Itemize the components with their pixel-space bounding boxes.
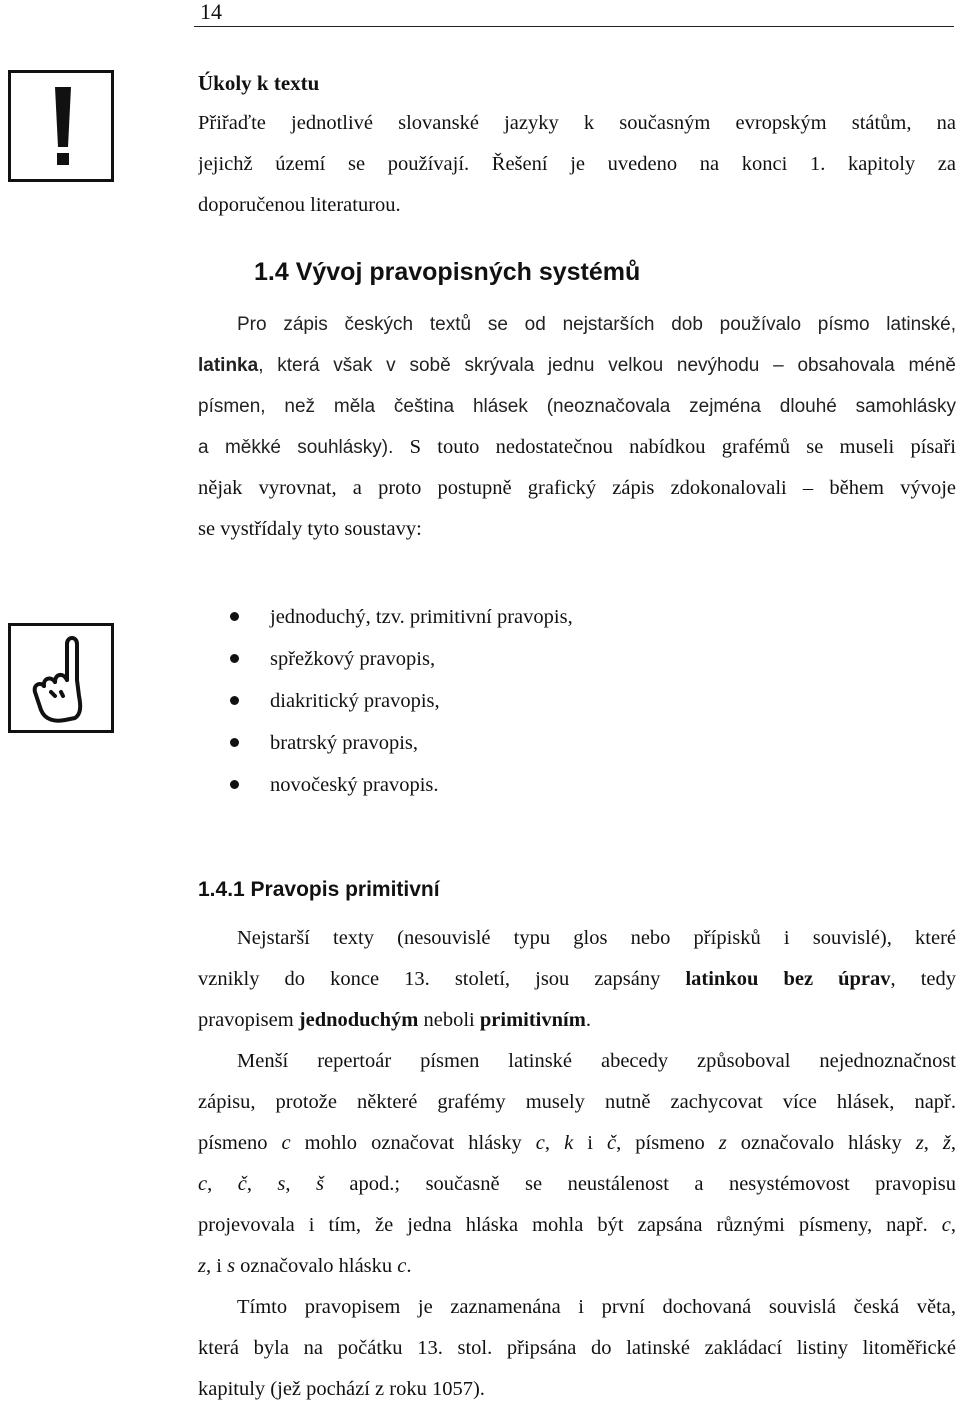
bullet-list bbox=[226, 596, 573, 806]
text-span: , bbox=[207, 1173, 238, 1195]
text-line bbox=[198, 1000, 956, 1041]
text-span: projevovala i tím, že jedna hláska mohla být zapsána různými písmeny, např. bbox=[198, 1214, 942, 1236]
text-span: , která však v sobě skrývala jednu velkou nevýhodu – obsahovala méně bbox=[258, 355, 956, 376]
italic-letter: c bbox=[535, 1132, 545, 1154]
text-span: neboli bbox=[418, 1009, 480, 1031]
paragraph bbox=[198, 918, 956, 1041]
italic-letter: ž bbox=[942, 1132, 951, 1154]
text-line: písmen, než měla čeština hlásek (neoznačovala zejména dlouhé samohlásky bbox=[198, 396, 956, 417]
text-span: , tedy bbox=[890, 968, 956, 990]
italic-letter: s bbox=[227, 1255, 236, 1277]
text-span: , písmeno bbox=[616, 1132, 719, 1154]
text-line bbox=[198, 959, 956, 1000]
italic-letter: z bbox=[718, 1132, 727, 1154]
list-item: bratrský pravopis, bbox=[226, 722, 573, 764]
text-line: Nejstarší texty (nesouvislé typu glos nebo přípisků i souvislé), které bbox=[237, 927, 956, 949]
italic-letter: c bbox=[198, 1173, 208, 1195]
text-line: kapituly (jež pochází z roku 1057). bbox=[198, 1378, 485, 1400]
text-span: , bbox=[544, 1132, 565, 1154]
text-span: , bbox=[950, 1214, 956, 1236]
italic-letter: c bbox=[281, 1132, 291, 1154]
page-number: 14 bbox=[200, 0, 222, 24]
text-span: apod.; současně se neustálenost a nesystémovost pravopisu bbox=[323, 1173, 956, 1195]
italic-letter: č bbox=[237, 1173, 247, 1195]
list-item: spřežkový pravopis, bbox=[226, 638, 573, 680]
bold-term: primitivním bbox=[479, 1009, 586, 1031]
text-span: , i bbox=[205, 1255, 228, 1277]
text-span: pravopisem bbox=[198, 1009, 299, 1031]
text-span: , bbox=[246, 1173, 278, 1195]
text-span: S touto nedostatečnou nabídkou grafémů se museli písaři bbox=[393, 436, 956, 458]
italic-letter: c bbox=[397, 1255, 407, 1277]
text-line: Pro zápis českých textů se od nejstarších dob používalo písmo latinské, bbox=[237, 314, 956, 335]
paragraph bbox=[198, 1041, 956, 1287]
text-span: , bbox=[950, 1132, 956, 1154]
text-span: označovalo hlásky bbox=[726, 1132, 916, 1154]
italic-letter: z bbox=[915, 1132, 924, 1154]
text-span: mohlo označovat hlásky bbox=[290, 1132, 536, 1154]
text-span: . bbox=[406, 1255, 412, 1277]
exclamation-icon bbox=[8, 70, 114, 182]
text-span: . bbox=[585, 1009, 591, 1031]
text-line bbox=[198, 345, 956, 386]
text-line bbox=[198, 1164, 956, 1205]
text-line: jejichž území se používají. Řešení je uvedeno na konci 1. kapitoly za bbox=[198, 153, 956, 175]
task-heading: Úkoly k textu bbox=[198, 71, 320, 95]
header-rule bbox=[194, 26, 954, 27]
section-heading: 1.4 Vývoj pravopisných systémů bbox=[254, 258, 641, 286]
text-line: Menší repertoár písmen latinské abecedy způsoboval nejednoznačnost bbox=[237, 1050, 956, 1072]
text-span: vznikly do konce 13. století, jsou zapsány bbox=[198, 968, 686, 990]
italic-letter: š bbox=[315, 1173, 324, 1195]
text-line: doporučenou literaturou. bbox=[198, 194, 401, 216]
italic-letter: k bbox=[564, 1132, 574, 1154]
text-line: se vystřídaly tyto soustavy: bbox=[198, 518, 422, 540]
text-line: Tímto pravopisem je zaznamenána i první dochovaná souvislá česká věta, bbox=[237, 1296, 956, 1318]
text-line bbox=[198, 1123, 956, 1164]
text-span: a měkké souhlásky). bbox=[198, 437, 394, 458]
list-item: diakritický pravopis, bbox=[226, 680, 573, 722]
text-span: , bbox=[285, 1173, 316, 1195]
italic-letter: z bbox=[198, 1255, 206, 1277]
list-item: jednoduchý, tzv. primitivní pravopis, bbox=[226, 596, 573, 638]
text-line: Přiřaďte jednotlivé slovanské jazyky k současným evropským státům, na bbox=[198, 112, 956, 134]
bold-term: jednoduchým bbox=[298, 1009, 419, 1031]
text-span: i bbox=[573, 1132, 607, 1154]
subsection-heading: 1.4.1 Pravopis primitivní bbox=[198, 878, 440, 901]
text-line: nějak vyrovnat, a proto postupně grafický zápis zdokonalovali – během vývoje bbox=[198, 477, 956, 499]
text-line bbox=[198, 1205, 956, 1246]
pointing-hand-icon bbox=[8, 623, 114, 733]
bold-term: latinka bbox=[198, 355, 259, 376]
text-span: , bbox=[923, 1132, 943, 1154]
italic-letter: c bbox=[941, 1214, 951, 1236]
task-paragraph bbox=[198, 103, 956, 226]
text-span: označovalo hlásku bbox=[235, 1255, 398, 1277]
text-line: která byla na počátku 13. stol. připsána do latinské zakládací listiny litoměřické bbox=[198, 1337, 956, 1359]
list-item: novočeský pravopis. bbox=[226, 764, 573, 806]
text-span: písmeno bbox=[198, 1132, 282, 1154]
text-line bbox=[198, 1246, 956, 1287]
text-line bbox=[198, 427, 956, 468]
italic-letter: č bbox=[606, 1132, 617, 1154]
paragraph bbox=[198, 304, 956, 550]
paragraph bbox=[198, 1287, 956, 1410]
italic-letter: s bbox=[277, 1173, 286, 1195]
text-line: zápisu, protože některé grafémy musely nutně zachycovat více hlásek, např. bbox=[198, 1091, 956, 1113]
bold-term: latinkou bez úprav bbox=[685, 968, 891, 990]
